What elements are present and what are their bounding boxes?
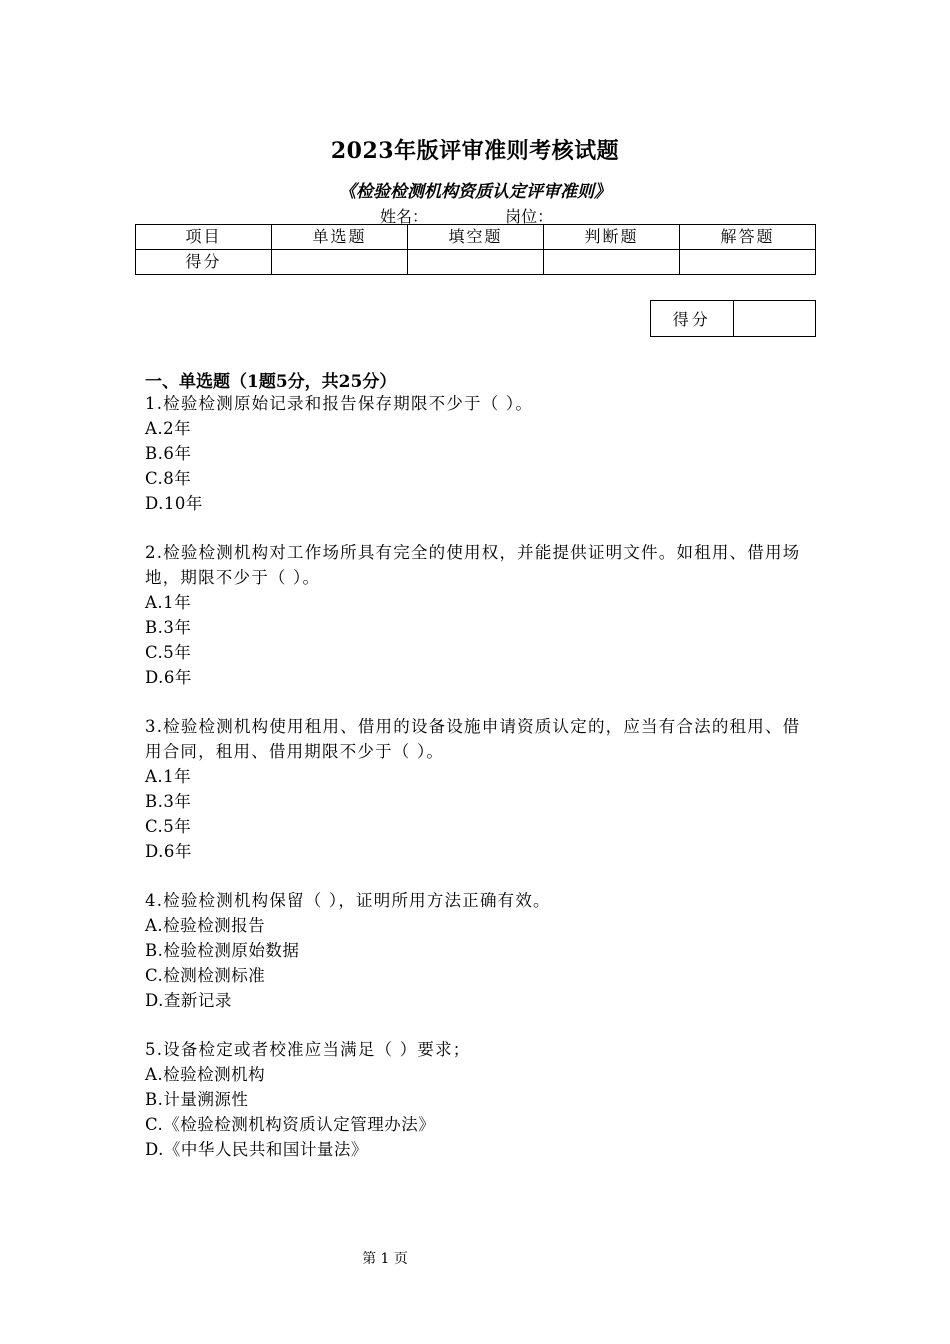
option-c: C.《检验检测机构资质认定管理办法》 <box>145 1115 436 1134</box>
option-c: C.检测检测标准 <box>145 966 266 985</box>
question-1 <box>145 391 815 516</box>
option-b: B.3年 <box>145 618 192 637</box>
section-score-label: 得分 <box>651 301 734 337</box>
option-d: D.10年 <box>145 494 203 513</box>
question-4 <box>145 888 815 1013</box>
document-subtitle: 《检验检测机构资质认定评审准则》 <box>339 182 611 202</box>
header-true-false: 判断题 <box>544 225 680 250</box>
document-title: 2023年版评审准则考核试题 <box>330 138 620 164</box>
page-number: 第 1 页 <box>362 1251 408 1267</box>
header-fill-blank: 填空题 <box>408 225 544 250</box>
question-list <box>145 391 815 1186</box>
option-c: C.5年 <box>145 643 192 662</box>
option-b: B.计量溯源性 <box>145 1090 249 1109</box>
header-item: 项目 <box>136 225 272 250</box>
question-3 <box>145 714 815 864</box>
score-row-label: 得分 <box>136 250 272 275</box>
option-d: D.《中华人民共和国计量法》 <box>145 1140 368 1159</box>
post-label: 岗位： <box>505 207 554 226</box>
question-stem: 2.检验检测机构对工作场所具有完全的使用权，并能提供证明文件。如租用、借用场地，期限不少于（ ）。 <box>145 543 801 587</box>
question-stem: 1.检验检测原始记录和报告保存期限不少于（ ）。 <box>145 394 534 413</box>
option-d: D.查新记录 <box>145 991 232 1010</box>
score-table-header-row <box>136 225 816 250</box>
header-single-choice: 单选题 <box>272 225 408 250</box>
option-a: A.检验检测报告 <box>145 916 266 935</box>
question-5 <box>145 1037 815 1162</box>
question-stem: 5.设备检定或者校准应当满足（ ）要求； <box>145 1040 471 1059</box>
name-label: 姓名： <box>380 207 429 226</box>
option-d: D.6年 <box>145 668 192 687</box>
score-cell-answer[interactable] <box>680 250 816 275</box>
option-c: C.5年 <box>145 817 192 836</box>
section-score-value[interactable] <box>733 301 816 337</box>
section-heading-single-choice: 一、单选题（1题5分，共25分） <box>145 372 397 392</box>
option-a: A.2年 <box>145 419 192 438</box>
question-stem: 4.检验检测机构保留（ ），证明所用方法正确有效。 <box>145 891 551 910</box>
score-cell-true-false[interactable] <box>544 250 680 275</box>
option-a: A.1年 <box>145 593 192 612</box>
option-c: C.8年 <box>145 469 192 488</box>
option-b: B.6年 <box>145 444 192 463</box>
score-cell-single-choice[interactable] <box>272 250 408 275</box>
option-b: B.检验检测原始数据 <box>145 941 300 960</box>
question-2 <box>145 540 815 690</box>
score-table-score-row <box>136 250 816 275</box>
option-a: A.检验检测机构 <box>145 1065 266 1084</box>
option-a: A.1年 <box>145 767 192 786</box>
score-summary-table <box>135 224 816 275</box>
score-cell-fill-blank[interactable] <box>408 250 544 275</box>
option-d: D.6年 <box>145 842 192 861</box>
question-stem: 3.检验检测机构使用租用、借用的设备设施申请资质认定的，应当有合法的租用、借用合同，租用、借用期限不少于（ ）。 <box>145 717 801 761</box>
section-score-box <box>650 300 816 337</box>
option-b: B.3年 <box>145 792 192 811</box>
header-answer: 解答题 <box>680 225 816 250</box>
